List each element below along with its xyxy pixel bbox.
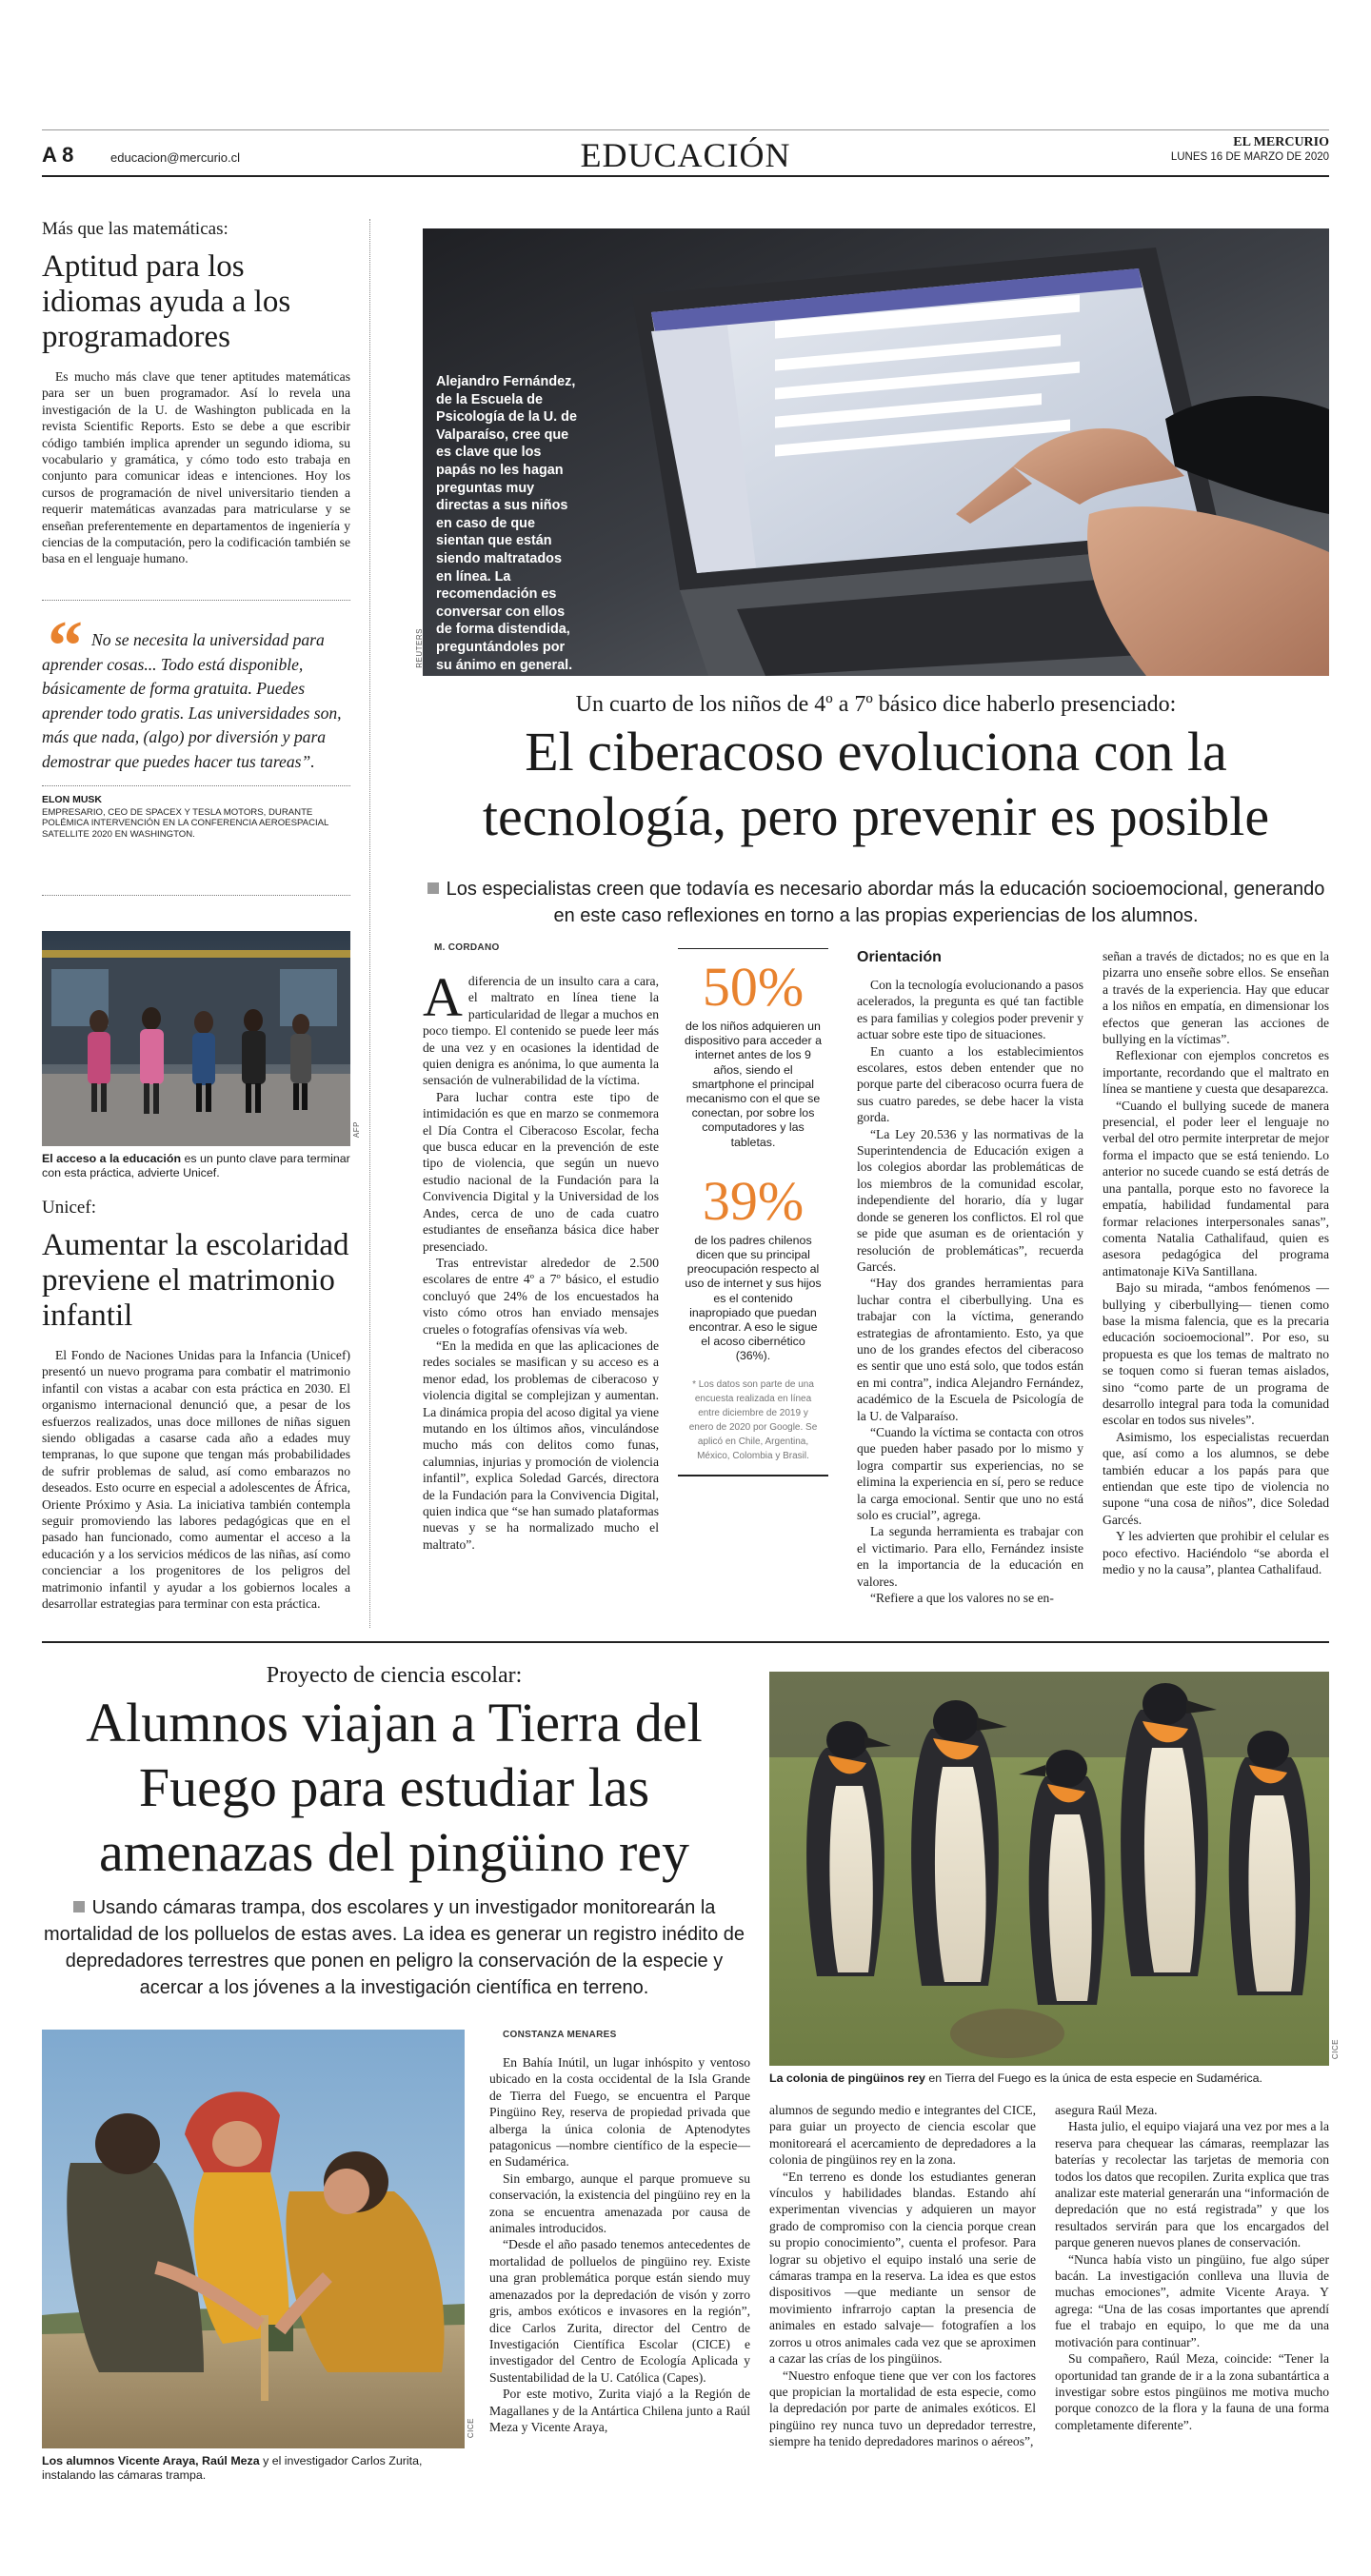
- stats-bottom-rule: [678, 1475, 828, 1476]
- paragraph: Y les advierten que prohibir el celular es poco efectivo. Haciéndolo “se aborda el medio y no la causa”, plantea Cathalifaud.: [1103, 1529, 1329, 1577]
- caption-bold: Los alumnos Vicente Araya, Raúl Meza: [42, 2454, 260, 2467]
- children-school-photo: [42, 931, 350, 1146]
- paragraph: En cuanto a los establecimientos escolares, estos deben entender que no porque parte del ciberacoso ocurra fuera de sus cuatro paredes, se debe hacer la vista gorda.: [857, 1043, 1083, 1125]
- section-divider: [42, 1641, 1329, 1643]
- deck-text: Usando cámaras trampa, dos escolares y un investigador monitorearán la mortalidad de los polluelos de estas aves. La idea es generar un registro inédito de depredadores terrestres que ponen en peligro la conservación de la especie y acercar a los jóvenes a la investigación científica en terreno.: [43, 1897, 745, 1998]
- main-headline: El ciberacoso evoluciona con la tecnología, pero prevenir es posible: [482, 721, 1270, 847]
- photo-credit: CICE: [467, 2418, 475, 2439]
- second-col-2: [769, 2102, 1036, 2450]
- paragraph: asegura Raúl Meza.: [1055, 2103, 1158, 2117]
- laptop-photo-caption: Alejandro Fernández, de la Escuela de Psicología de la U. de Valparaíso, cree que es clave que los papás no les hagan preguntas muy directas a sus niños en caso de que sientan que están siendo maltratados en línea. La recomendación es conversar con ellos de forma distendida, preguntándoles por su ánimo en general.: [436, 374, 577, 673]
- newspaper-name: EL MERCURIO: [1233, 135, 1329, 149]
- children-school-image: [42, 931, 350, 1146]
- section-title: EDUCACIÓN: [580, 136, 791, 174]
- brief-headline: Aumentar la escolaridad previene el matrimonio infantil: [42, 1228, 349, 1333]
- issue-date: LUNES 16 DE MARZO DE 2020: [1170, 151, 1329, 163]
- second-headline: Alumnos viajan a Tierra del Fuego para estudiar las amenazas del pingüino rey: [86, 1692, 703, 1883]
- divider: [42, 785, 350, 786]
- photo-credit: REUTERS: [415, 628, 424, 668]
- divider: [42, 600, 350, 601]
- deck-square-icon: [427, 882, 439, 894]
- brief-body: [42, 1347, 350, 1613]
- deck-text: Los especialistas creen que todavía es necesario abordar más la educación socioemocional, generando en este caso reflexiones en torno a las propias experiencias de los alumnos.: [446, 879, 1325, 926]
- paragraph: “Cuando la víctima se contacta con otros que pueden haber pasado por lo mismo y logra compartir sus experiencias, no se elimina la experiencia en sí, pero se reduce la carga emocional. Sentir que uno no está solo es crucial”, agrega.: [857, 1424, 1083, 1522]
- caption-bold: La colonia de pingüinos rey: [769, 2071, 925, 2085]
- caption-bold: El acceso a la educación: [42, 1152, 182, 1165]
- paragraph: señan a través de dictados; no es que en la pizarra uno enseñe sobre ellos. Se enseñan a través de la experiencia. Hay que educar a los niños en empatía, en dimensionar los efectos que generan las acciones de bullying en la víctimas”.: [1103, 949, 1329, 1047]
- paragraph: Asimismo, los especialistas recuerdan que, así como a los alumnos, se debe también educar a los papás para que entiendan que este tipo de violencia no supone “una cosa de niños”, dice Soledad Garcés.: [1103, 1429, 1329, 1527]
- children-photo-caption: [42, 1152, 350, 1180]
- paragraph: [423, 966, 659, 1089]
- paragraph: “Desde el año pasado tenemos antecedentes de mortalidad de polluelos de pingüino rey. Existe una gran problemática porque están siendo muy amenazados por la depredación de visón y zorro gris, ambos exóticos e invasores en la región”, dice Carlos Zurita, director del Centro de Investigación Científica Escolar (CICE) e investigador del Centro de Ecología Aplicada y Sustentabilidad de la U. Católica (Capes).: [489, 2237, 750, 2385]
- stats-note: * Los datos son parte de una encuesta realizada en línea entre diciembre de 2019 y enero de 2020 por Google. Se aplicó en Chile, Argentina, México, Colombia y Brasil.: [688, 1378, 818, 1461]
- brief-headline: Aptitud para los idiomas ayuda a los programadores: [42, 249, 291, 354]
- left-column: [42, 219, 350, 567]
- paragraph: Tras entrevistar alrededor de 2.500 escolares de entre 4º a 7º básico, el estudio concluyó que 24% de los encuestados ha visto cómo otros han enviado mensajes crueles o fotografías ofensivas vía web.: [423, 1255, 659, 1337]
- main-col-1: [423, 966, 659, 1553]
- brief-kicker: Más que las matemáticas:: [42, 219, 228, 239]
- pull-quote: [42, 607, 350, 840]
- quote-mark-icon: “: [48, 607, 83, 685]
- quote-author: ELON MUSK: [42, 794, 102, 805]
- paragraph: “Cuando el bullying sucede de manera presencial, el poder leer el lenguaje no verbal del otro permite interpretar de mejor forma el impacto que se está teniendo. Lo anterior no sucede cuando se está detrás de una pantalla, porque esto no favorece la empatía, habilidad fundamental para formar relaciones interpersonales sanas”, comenta Natalia Cathalifaud, quien es asesora pedagógica del programa antimatonaje KiVa Santillana.: [1103, 1098, 1329, 1278]
- stat-text: de los niños adquieren un dispositivo para acceder a internet antes de los 9 años, siendo el smartphone el principal mecanismo con el que se conectan, por sobre los computadores y las tabletas.: [685, 1020, 822, 1149]
- quote-text: No se necesita la universidad para aprender cosas... Todo está disponible, básicamente de forma gratuita. Puedes aprender todo gratis. Las universidades son, más que nada, (algo) por diversión y para demostrar que puedes hacer tus tareas”.: [42, 630, 342, 771]
- photo-credit: CICE: [1331, 2039, 1340, 2060]
- caption-text: y el investigador Carlos Zurita, instalando las cámaras trampa.: [42, 2454, 423, 2482]
- divider: [42, 895, 350, 896]
- header-top-rule: [42, 129, 1329, 130]
- paragraph: alumnos de segundo medio e integrantes del CICE, para guiar un proyecto de ciencia escolar que monitoreará el acercamiento de depredadores a la colonia de pingüinos rey en la zona.: [769, 2103, 1036, 2168]
- paragraph: Hasta julio, el equipo viajará una vez por mes a la reserva para chequear las cámaras, reemplazar las baterías y recolectar las tarjetas de memoria con todos los datos que recopilen. Zurita explica que tras analizar este material generarán una “información de depredación que no está registrada” y que los resultados servirán para que los encargados del parque generen nuevos planes de conservación.: [1055, 2119, 1329, 2250]
- second-col-3: [1055, 2102, 1329, 2433]
- paragraph: Para luchar contra este tipo de intimidación es que en marzo se conmemora el Día Contra el Ciberacoso Escolar, fecha que busca educar en la prevención de este tipo de violencia, que según un nuevo estudio nacional de la Fundación para la Convivencia Digital y la Universidad de los Andes, cerca de uno de cada cuatro estudiantes de enseñanza básica dice haber presenciado.: [423, 1089, 659, 1254]
- brief-kicker: Unicef:: [42, 1198, 96, 1218]
- stat-value: 50%: [702, 956, 805, 1018]
- paragraph: “La Ley 20.536 y las normativas de la Superintendencia de Educación exigen a los colegios abordar las problemáticas de los miembros de la comunidad escolar, independiente del horario, día y lugar donde se generen los conflictos. El rol que se pide que asuman es de orientación y resolución de problemáticas”, recuerda Garcés.: [857, 1126, 1083, 1274]
- second-col-1: [489, 2054, 750, 2435]
- unicef-brief: [42, 1198, 350, 1613]
- header-bottom-rule: [42, 175, 1329, 177]
- stat-text: de los padres chilenos dicen que su principal preocupación respecto al uso de internet y sus hijos es el contenido inapropiado que puedan encontrar. A eso le sigue el acoso cibernético (36%).: [685, 1233, 822, 1363]
- students-photo: [42, 2030, 465, 2448]
- paragraph: Su compañero, Raúl Meza, coincide: “Tener la oportunidad tan grande de ir a la zona subantártica a investigar sobre estos pingüinos me motiva mucho porque conozco de la flora y la fauna de una forma completamente diferente”.: [1055, 2351, 1329, 2432]
- paragraph: Por este motivo, Zurita viajó a la Región de Magallanes y de la Antártica Chilena junto a Raúl Meza y Vicente Araya,: [489, 2387, 750, 2434]
- stat-value: 39%: [702, 1169, 805, 1232]
- students-image: [42, 2030, 465, 2448]
- penguin-colony-photo: [769, 1672, 1329, 2066]
- paragraph: “Refiere a que los valores no se en-: [870, 1591, 1054, 1606]
- paragraph: “En la medida en que las aplicaciones de redes sociales se masifican y su acceso es a menor edad, los problemas de ciberacoso y violencia digital se complejizan y aumentan. La dinámica propia del acoso digital ya viene mutando en los últimos años, vinculándose mucho más con delitos como funas, calumnias, injurias y promoción de violencia infantil”, explica Soledad Garcés, directora de la Fundación para la Convivencia Digital, quien indica que “se han sumado plataformas nuevas y se ha normalizado mucho el maltrato”.: [423, 1338, 659, 1552]
- photo-credit: AFP: [352, 1121, 361, 1139]
- paragraph: Con la tecnología evolucionando a pasos acelerados, la pregunta es qué tan factible es para familias y colegios poder prevenir y actuar sobre este tipo de situaciones.: [857, 978, 1083, 1042]
- brief-body: [42, 368, 350, 567]
- second-deck: [42, 1894, 746, 2001]
- brief-body-paragraph: El Fondo de Naciones Unidas para la Infancia (Unicef) presentó un nuevo programa para combatir el matrimonio infantil con vistas a acabar con esta práctica en 2030. El organismo internacional denunció que, a pesar de los esfuerzos realizados, unas doce millones de niñas siguen siendo obligadas a casarse cada año a edades muy tempranas, lo que supone que tengan más probabilidades de sufrir problemas de salud, así como embarazos no deseados. Esto ocurre en especial a adolescentes de África, Oriente Próximo y Asia. La iniciativa también contempla seguir promoviendo las labores pedagógicas que en el pasado han funcionado, como aumentar el acceso a la educación y a los servicios médicos de las niñas, así como concienciar a los progenitores de los peligros del matrimonio infantil y ayudar a los gobiernos locales a desarrollar estrategias para terminar con esta práctica.: [42, 1348, 350, 1612]
- stats-box: [678, 948, 828, 1476]
- stats-top-rule: [678, 948, 828, 949]
- paragraph: En Bahía Inútil, un lugar inhóspito y ventoso ubicado en la costa occidental de la Isla Grande de Tierra del Fuego, se encuentra el Parque Pingüino Rey, reserva de propiedad privada que alberga la única colonia de Aptenodytes patagonicus —nombre científico de la especie— en Sudamérica.: [489, 2055, 750, 2170]
- penguin-colony-image: [769, 1672, 1329, 2066]
- page-header: [42, 129, 1329, 177]
- main-col-4: [1103, 948, 1329, 1577]
- paragraph: “Nuestro enfoque tiene que ver con los factores que propician la mortalidad de esta especie, como la depredación por parte de animales exóticos. El pingüino rey nunca tuvo un depredador terrestre, siempre ha tenido depredadores marinos o aéreos”,: [769, 2368, 1036, 2449]
- subhead: Orientación: [857, 949, 942, 965]
- paragraph: “En terreno es donde los estudiantes generan vínculos y habilidades blandas. Estando ahí experimentan vivencias y adquieren un mayor grado de compromiso con la ciencia porque crean su propio conocimiento”, cuenta el profesor. Para lograr su objetivo el equipo instaló una serie de cámaras trampa en la reserva. La idea es que estos dispositivos —que mediante un sensor de movimiento infrarrojo captan la presencia de animales en estado salvaje— fotografíen a los zorros u otros animales cada vez que se aproximen a cazar las crías de los pingüinos.: [769, 2169, 1036, 2367]
- page-number: A 8: [42, 143, 74, 167]
- main-col-3: [857, 948, 1083, 1606]
- brief-body-paragraph: Es mucho más clave que tener aptitudes matemáticas para ser un buen programador. Así lo revela una investigación de la U. de Washington publicada en la revista Scientific Reports. Esto se debe a que escribir código también implica aprender un segundo idioma, su vocabulario y gramática, y cómo todo esto trabaja en conjunto para comunicar ideas e intenciones. Hoy los cursos de programación de nivel universitario tienden a requerir matemáticas avanzadas para matricularse y se enseñan preferentemente en departamentos de ingeniería y ciencias de la computación, pero la codificación también se basa en el lenguaje humano.: [42, 369, 350, 566]
- column-separator: [369, 219, 370, 1628]
- students-photo-caption: [42, 2454, 465, 2483]
- caption-text: es un punto clave para terminar con esta práctica, advierte Unicef.: [42, 1152, 350, 1179]
- section-email[interactable]: educacion@mercurio.cl: [110, 150, 241, 165]
- paragraph-text: diferencia de un insulto cara a cara, el maltrato en línea tiene la particularidad de llegar a muchos en poco tiempo. El contenido se puede leer más de una vez y en ocasiones la identidad de quien denigra es anónima, lo que aumenta la sensación de vulnerabilidad de la víctima.: [423, 974, 659, 1088]
- second-kicker: Proyecto de ciencia escolar:: [266, 1663, 523, 1688]
- paragraph: “Nunca había visto un pingüino, fue algo súper bacán. La investigación conlleva una lluvia de muchas emociones”, admite Vicente Araya. Y agrega: “Una de las cosas importantes que aprendí fue el trabajo en equipo, lo que me da una motivación para continuar”.: [1055, 2251, 1329, 2349]
- main-deck: [423, 876, 1329, 929]
- paragraph: Sin embargo, aunque el parque promueve su conservación, la existencia del pingüino rey en la zona se encuentra amenazada por causa de animales introducidos.: [489, 2170, 750, 2236]
- dropcap: A: [423, 966, 463, 1028]
- penguin-photo-caption: [769, 2071, 1329, 2086]
- deck-square-icon: [73, 1901, 85, 1912]
- paragraph: Reflexionar con ejemplos concretos es importante, recordando que el maltrato en línea se mantiene y cuesta que desaparezca.: [1103, 1048, 1329, 1097]
- quote-author-description: EMPRESARIO, CEO DE SPACEX Y TESLA MOTORS, DURANTE POLÉMICA INTERVENCIÓN EN LA CONFERENCIA AEROESPACIAL SATELLITE 2020 EN WASHINGTON.: [42, 807, 329, 840]
- caption-text: en Tierra del Fuego es la única de esta especie en Sudamérica.: [928, 2071, 1262, 2085]
- paragraph: “Hay dos grandes herramientas para luchar contra el ciberbullying. Una es trabajar con la víctima, generando estrategias de afrontamiento. Esto, ya que uno de los grandes efectos del ciberacoso es sentir que uno está solo, que todos están en mi contra”, indica Alejandro Fernández, académico de la Escuela de Psicología de la U. de Valparaíso.: [857, 1276, 1083, 1423]
- paragraph: La segunda herramienta es trabajar con el victimario. Para ello, Fernández insiste en la importancia de la educación en valores.: [857, 1524, 1083, 1589]
- byline: CONSTANZA MENARES: [503, 2030, 617, 2040]
- main-kicker: Un cuarto de los niños de 4º a 7º básico dice haberlo presenciado:: [575, 692, 1177, 717]
- byline: M. CORDANO: [434, 942, 500, 953]
- paragraph: Bajo su mirada, “ambos fenómenos —bullying y ciberbullying— tienen como base la misma falencia, que es la precaria educación socioemocional”. Por eso, su propuesta es que los temas de maltrato no se toquen como si fueran temas aislados, sino “como parte de un programa de desarrollo integral para toda la comunidad escolar en todos sus niveles”.: [1103, 1280, 1329, 1428]
